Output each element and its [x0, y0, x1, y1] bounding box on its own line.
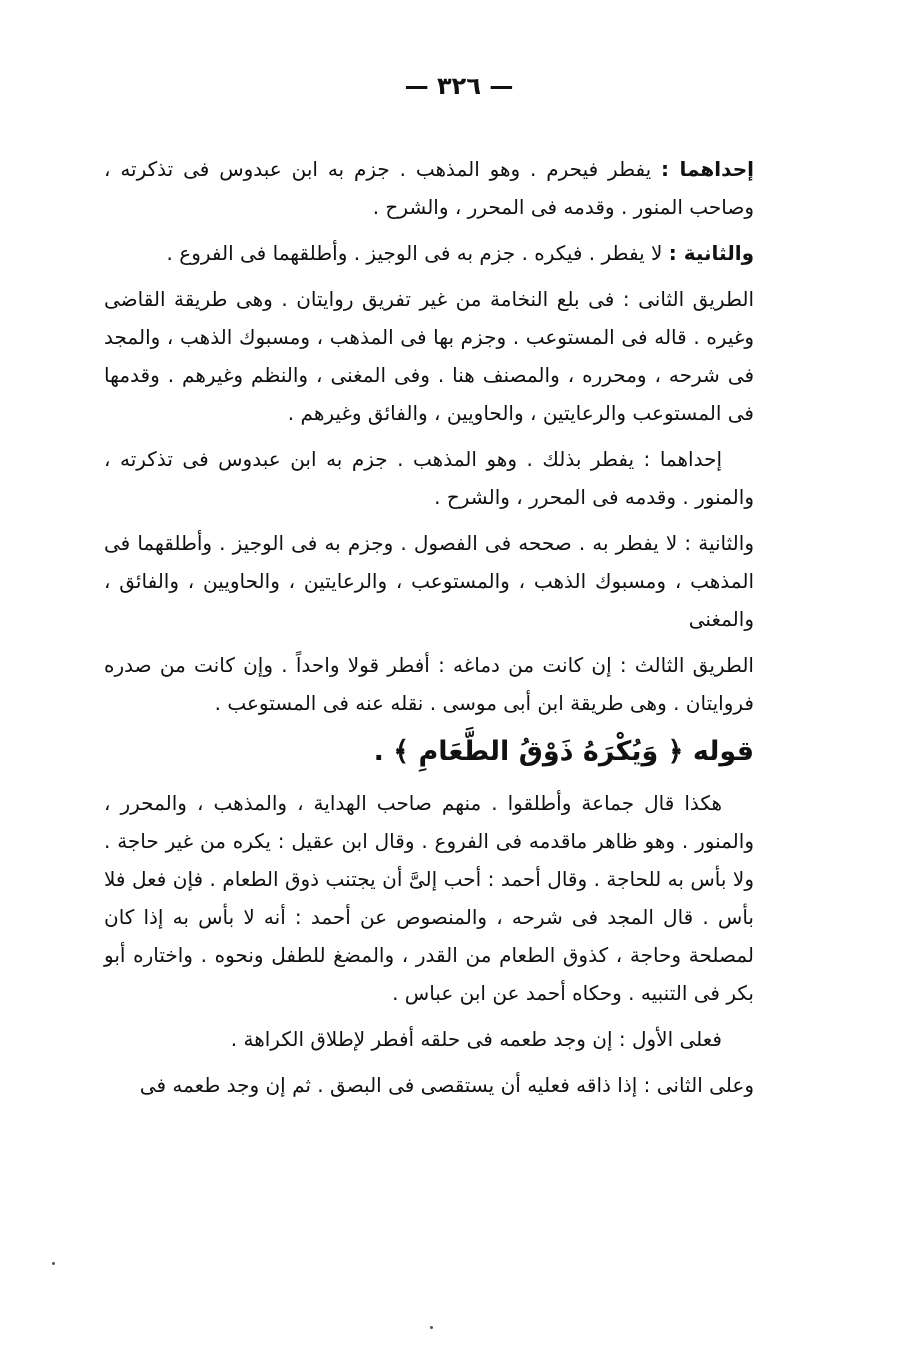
paragraph-9: [104, 1066, 754, 1104]
paragraph-text: لا يفطر . فيكره . جزم به فى الوجيز . وأطلقهما فى الفروع .: [166, 241, 669, 265]
paragraph-2: [104, 234, 754, 272]
section-heading: [104, 730, 754, 774]
paragraph-text: الطريق الثالث : إن كانت من دماغه : أفطر قولا واحداً . وإن كانت من صدره فروايتان . وهى طريقة ابن أبى موسى . نقله عنه فى المستوعب .: [104, 653, 754, 715]
text-body: [104, 150, 754, 1112]
paragraph-1: [104, 150, 754, 226]
page-number: — ٣٢٦ —: [404, 72, 514, 100]
paragraph-text: فعلى الأول : إن وجد طعمه فى حلقه أفطر لإطلاق الكراهة .: [230, 1027, 722, 1051]
paragraph-text: وعلى الثانى : إذا ذاقه فعليه أن يستقصى فى البصق . ثم إن وجد طعمه فى: [139, 1073, 754, 1097]
paragraph-text: إحداهما : يفطر بذلك . وهو المذهب . جزم به ابن عبدوس فى تذكرته ، والمنور . وقدمه فى المحرر ، والشرح .: [104, 447, 754, 509]
scan-speck: [52, 1262, 55, 1265]
paragraph-7: [104, 784, 754, 1012]
paragraph-5: [104, 524, 754, 638]
paragraph-3: [104, 280, 754, 432]
paragraph-lead: والثانية :: [668, 241, 754, 265]
paragraph-text: هكذا قال جماعة وأطلقوا . منهم صاحب الهداية ، والمذهب ، والمحرر ، والمنور . وهو ظاهر ماقدمه فى الفروع . وقال ابن عقيل : يكره من غير حاجة . ولا بأس به للحاجة . وقال أحمد : أحب إلىَّ أن يجتنب ذوق الطعام . فإن فعل فلا بأس . قال المجد فى شرحه ، والمنصوص عن أحمد : أنه لا بأس به إذا كان لمصلحة وحاجة ، كذوق الطعام من القدر ، والمضغ للطفل ونحوه . واختاره أبو بكر فى التنبيه . وحكاه أحمد عن ابن عباس .: [104, 791, 754, 1005]
heading-quote: ﴿ وَيُكْرَهُ ذَوْقُ الطَّعَامِ ﴾ .: [373, 736, 684, 767]
paragraph-text: الطريق الثانى : فى بلع النخامة من غير تفريق روايتان . وهى طريقة القاضى وغيره . قاله فى المستوعب . وجزم بها فى المذهب ، ومسبوك الذهب ، والمجد فى شرحه ، ومحرره ، والمصنف هنا . وفى المغنى ، والنظم وغيرهم . وقدمها فى المستوعب والرعايتين ، والحاويين ، والفائق وغيرهم .: [104, 287, 754, 425]
paragraph-8: [104, 1020, 754, 1058]
paragraph-6: [104, 646, 754, 722]
heading-label: قوله: [692, 736, 754, 767]
scan-speck: [430, 1326, 433, 1329]
paragraph-text: والثانية : لا يفطر به . صححه فى الفصول . وجزم به فى الوجيز . وأطلقهما فى المذهب ، ومسبوك الذهب ، والمستوعب ، والرعايتين ، والحاويين ، والفائق ، والمغنى: [104, 531, 754, 631]
paragraph-text: يفطر فيحرم . وهو المذهب . جزم به ابن عبدوس فى تذكرته ، وصاحب المنور . وقدمه فى المحرر ، والشرح .: [104, 157, 754, 219]
paragraph-4: [104, 440, 754, 516]
paragraph-lead: إحداهما :: [661, 157, 754, 181]
